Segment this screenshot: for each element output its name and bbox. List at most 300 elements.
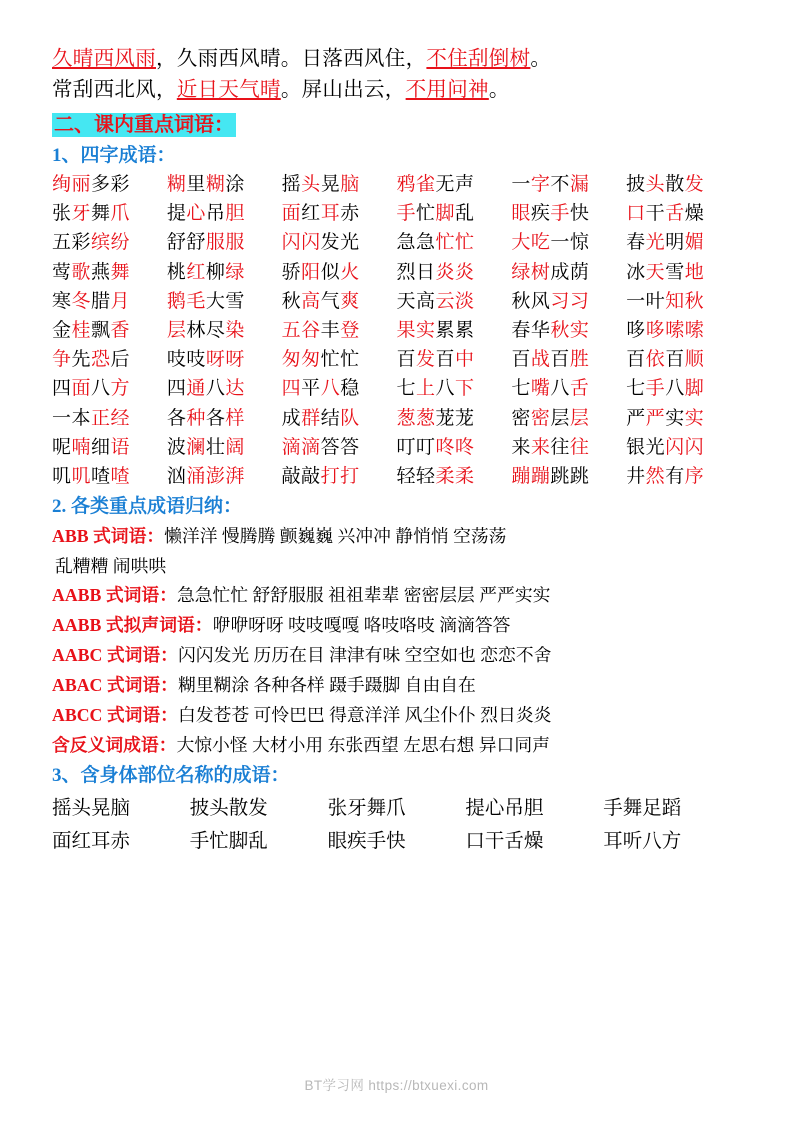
idiom-char-group: 上 [416, 378, 436, 400]
idiom-char-group: 头 [301, 174, 321, 195]
idiom-cell [167, 229, 282, 257]
idiom-char-group: 脚 [435, 203, 456, 225]
idiom-char-group: 手 [550, 203, 570, 225]
idiom-char-group: 舌 [665, 203, 685, 225]
idiom-char-group: 喳 [110, 466, 131, 488]
idiom-cell [52, 171, 167, 199]
idiom-char-group: 头 [645, 174, 666, 195]
body-idiom-cell: 张牙舞爪 [327, 798, 406, 820]
idiom-char-group: 密 [511, 407, 531, 429]
idiom-char-group: 五彩 [52, 232, 92, 254]
idiom-char-group: 鸦雀 [396, 174, 436, 195]
idiom-char-group: 忙忙 [435, 232, 475, 254]
idiom-cell [397, 229, 512, 257]
idiom-char-group: 细 [91, 436, 111, 458]
idiom-cell [167, 434, 282, 462]
idiom-char-group: 一惊 [550, 232, 590, 254]
idiom-char-group: 四 [281, 378, 302, 400]
idiom-char-group: 五谷 [281, 320, 321, 342]
idiom-char-group: 实 [684, 407, 705, 429]
idiom-cell [511, 288, 626, 316]
idiom-char-group: 轻轻 [396, 466, 436, 488]
idiom-char-group: 百 [396, 349, 417, 371]
idiom-char-group: 实 [665, 407, 685, 429]
idiom-char-group: 媚 [684, 232, 705, 254]
idiom-char-group: 摇 [281, 174, 302, 195]
idiom-cell [282, 463, 397, 491]
idiom-char-group: 各 [205, 407, 226, 429]
proverb-1-part-b: ，久雨西风晴。日落西风住， [156, 48, 427, 70]
idiom-cell [511, 200, 626, 228]
idiom-char-group: 语 [110, 436, 131, 458]
proverb-1-part-d: 。 [530, 48, 552, 70]
idiom-char-group: 队 [340, 407, 360, 429]
idiom-cell [52, 375, 167, 403]
idiom-char-group: 舞 [110, 261, 131, 283]
idiom-cell [626, 288, 741, 316]
idiom-char-group: 八 [550, 378, 570, 400]
idiom-char-group: 有 [665, 466, 685, 488]
body-idiom-cell: 披头散发 [189, 798, 268, 820]
idiom-char-group: 蹦蹦 [511, 466, 551, 488]
idiom-char-group: 涌 [186, 466, 206, 488]
idiom-cell [282, 288, 397, 316]
idiom-char-group: 乱 [455, 203, 475, 225]
idiom-char-group: 缤纷 [91, 232, 131, 254]
body-idiom-cell: 手忙脚乱 [189, 831, 268, 853]
idiom-char-group: 桂 [71, 320, 92, 342]
category-row [52, 641, 741, 670]
idiom-cell [511, 463, 626, 491]
idiom-char-group: 冬 [71, 290, 92, 312]
idiom-char-group: 嗦嗦 [665, 320, 705, 342]
idiom-char-group: 达 [225, 378, 245, 400]
idiom-char-group: 发 [684, 174, 705, 195]
proverb-1-part-a: 久晴西风雨 [52, 48, 156, 70]
idiom-char-group: 散 [665, 174, 685, 195]
idiom-cell [397, 346, 512, 374]
idiom-char-group: 涂 [225, 174, 245, 195]
idiom-char-group: 七 [396, 378, 417, 400]
idiom-cell [282, 434, 397, 462]
idiom-char-group: 春 [626, 232, 646, 254]
idiom-char-group: 跳跳 [550, 466, 590, 488]
body-idiom-cell: 面红耳赤 [52, 831, 131, 853]
idiom-cell [52, 434, 167, 462]
idiom-char-group: 秋 [281, 290, 302, 312]
idiom-char-group: 八 [665, 378, 685, 400]
idiom-char-group: 柔柔 [435, 466, 475, 488]
idiom-cell [52, 200, 167, 228]
idiom-char-group: 忙 [416, 203, 436, 225]
idiom-cell [52, 346, 167, 374]
idiom-char-group: 字 [530, 174, 551, 195]
category-row [52, 701, 741, 730]
idiom-char-group: 骄 [281, 261, 302, 283]
idiom-char-group: 歌 [71, 261, 92, 283]
category-row [52, 522, 741, 551]
idiom-cell [167, 317, 282, 345]
proverb-line-2 [52, 75, 741, 106]
idiom-cell [167, 346, 282, 374]
idiom-char-group: 月 [110, 290, 131, 312]
idiom-char-group: 呀呀 [205, 349, 245, 371]
category-label: ABB 式词语： [52, 526, 165, 547]
idiom-cell [52, 259, 167, 287]
idiom-char-group: 金 [52, 320, 72, 342]
idiom-char-group: 叮叮 [396, 436, 436, 458]
proverb-2-part-a: 常刮西北风， [52, 79, 177, 101]
idiom-char-group: 各 [166, 407, 187, 429]
idiom-char-group: 哆 [626, 320, 646, 342]
idiom-char-group: 脑 [340, 174, 360, 195]
idiom-char-group: 敲敲 [281, 466, 321, 488]
idiom-char-group: 果实 [396, 320, 436, 342]
category-label: ABAC 式词语： [52, 675, 178, 696]
idiom-char-group: 桃 [166, 261, 187, 283]
idiom-char-group: 光 [645, 232, 666, 254]
category-list [52, 522, 741, 760]
idiom-char-group: 柳 [205, 261, 226, 283]
idiom-char-group: 结 [320, 407, 341, 429]
idiom-char-group: 稳 [340, 378, 360, 400]
body-idiom-cell: 摇头晃脑 [52, 798, 131, 820]
idiom-char-group: 天 [645, 261, 666, 283]
idiom-char-group: 胆 [225, 203, 245, 225]
category-row [52, 581, 741, 610]
category-label: 含反义词成语： [52, 735, 177, 756]
body-idiom-cell: 手舞足蹈 [603, 798, 682, 820]
footer-watermark: BT学习网 https://btxuexi.com [304, 1078, 489, 1093]
idiom-char-group: 一 [511, 174, 531, 195]
idiom-char-group: 群 [301, 407, 321, 429]
idiom-char-group: 红 [301, 203, 321, 225]
idiom-char-group: 面 [71, 378, 92, 400]
idiom-char-group: 赤 [340, 203, 360, 225]
idiom-char-group: 顺 [684, 349, 705, 371]
idiom-char-group: 波 [166, 436, 187, 458]
idiom-cell [52, 229, 167, 257]
idiom-char-group: 丰 [320, 320, 341, 342]
idiom-cell [511, 405, 626, 433]
idiom-cell [282, 405, 397, 433]
idiom-cell [282, 375, 397, 403]
idiom-char-group: 披 [626, 174, 646, 195]
idiom-char-group: 澎湃 [205, 466, 245, 488]
idiom-char-group: 爪 [110, 203, 131, 225]
idiom-char-group: 百 [511, 349, 531, 371]
proverb-2-part-b: 近日天气晴 [176, 79, 281, 101]
idiom-char-group: 八 [91, 378, 111, 400]
category-row [52, 611, 741, 640]
idiom-char-group: 茏茏 [435, 407, 475, 429]
idiom-cell [626, 405, 741, 433]
idiom-cell [511, 259, 626, 287]
category-label: ABCC 式词语： [52, 705, 178, 726]
idiom-cell [167, 463, 282, 491]
idiom-char-group: 气 [320, 290, 341, 312]
idiom-char-group: 银光 [626, 436, 666, 458]
idiom-char-group: 阳 [301, 261, 321, 283]
idiom-char-group: 雪 [665, 261, 685, 283]
idiom-cell [282, 259, 397, 287]
idiom-char-group: 舌 [569, 378, 590, 400]
idiom-char-group: 习习 [550, 290, 590, 312]
idiom-char-group: 然 [645, 466, 666, 488]
idiom-cell [626, 434, 741, 462]
idiom-char-group: 秋实 [550, 320, 590, 342]
idiom-char-group: 燥 [684, 203, 705, 225]
idiom-char-group: 百 [665, 349, 685, 371]
idiom-char-group: 忙忙 [320, 349, 360, 371]
idiom-cell [626, 375, 741, 403]
idiom-char-group: 胜 [569, 349, 590, 371]
body-idiom-cell: 眼疾手快 [327, 831, 406, 853]
idiom-char-group: 通 [186, 378, 206, 400]
idiom-cell [511, 317, 626, 345]
idiom-char-group: 呢 [52, 436, 72, 458]
idiom-char-group: 莺 [52, 261, 72, 283]
idiom-char-group: 干 [645, 203, 666, 225]
idiom-char-group: 往 [550, 436, 570, 458]
idiom-char-group: 地 [684, 261, 705, 283]
idiom-char-group: 往 [569, 436, 590, 458]
idiom-char-group: 叽 [52, 466, 72, 488]
idiom-cell [626, 229, 741, 257]
proverb-2-part-d: 不用问神 [405, 79, 489, 101]
idiom-cell [626, 317, 741, 345]
idiom-cell [282, 317, 397, 345]
idiom-cell [397, 259, 512, 287]
idiom-char-group: 哆 [645, 320, 666, 342]
idiom-char-group: 冰 [626, 261, 646, 283]
idiom-char-group: 飘 [91, 320, 111, 342]
idiom-char-group: 面 [281, 203, 302, 225]
idiom-char-group: 来 [511, 436, 531, 458]
idiom-char-group: 糊 [166, 174, 187, 195]
idiom-cell [397, 405, 512, 433]
idiom-cell [397, 463, 512, 491]
section-heading-text: 二、课内重点词语： [54, 114, 234, 136]
idiom-cell [167, 171, 282, 199]
idiom-char-group: 层 [166, 320, 187, 342]
idiom-cell [626, 463, 741, 491]
body-idiom-cell: 口干舌燥 [465, 831, 544, 853]
idiom-cell [167, 288, 282, 316]
idiom-cell [511, 229, 626, 257]
idiom-char-group: 红 [186, 261, 206, 283]
category-items: 大惊小怪 大材小用 东张西望 左思右想 异口同声 [176, 735, 550, 756]
idiom-char-group: 发光 [320, 232, 360, 254]
idiom-char-group: 阔 [225, 436, 245, 458]
idiom-char-group: 恐 [91, 349, 111, 371]
idiom-char-group: 绿树 [511, 261, 551, 283]
idiom-char-group: 下 [455, 378, 475, 400]
idiom-char-group: 心 [186, 203, 206, 225]
idiom-char-group: 明 [665, 232, 685, 254]
category-items: 白发苍苍 可怜巴巴 得意洋洋 风尘仆仆 烈日炎炎 [177, 705, 552, 726]
proverb-2-part-c: 。屏山出云， [280, 79, 406, 101]
idiom-char-group: 手 [396, 203, 417, 225]
idiom-char-group: 手 [645, 378, 666, 400]
idiom-char-group: 口 [626, 203, 646, 225]
idiom-char-group: 一叶 [626, 290, 666, 312]
category-items: 糊里糊涂 各种各样 蹑手蹑脚 自由自在 [177, 675, 476, 696]
idiom-char-group: 牙 [71, 203, 92, 225]
category-items: 咿咿呀呀 吱吱嘎嘎 咯吱咯吱 滴滴答答 [212, 615, 511, 636]
idiom-char-group: 腊 [91, 290, 111, 312]
idiom-char-group: 严 [626, 407, 646, 429]
proverb-line-1 [52, 44, 741, 75]
category-label: AABB 式拟声词语： [52, 615, 213, 636]
idiom-char-group: 无声 [435, 174, 475, 195]
idiom-char-group: 答答 [320, 436, 360, 458]
idiom-cell [167, 405, 282, 433]
idiom-char-group: 知秋 [665, 290, 705, 312]
idiom-char-group: 高 [301, 290, 321, 312]
idiom-cell [52, 405, 167, 433]
idiom-char-group: 漏 [569, 174, 590, 195]
idiom-char-group: 春华 [511, 320, 551, 342]
idiom-char-group: 眼 [511, 203, 531, 225]
idiom-char-group: 澜 [186, 436, 206, 458]
subheading-four-char-idioms: 1、四字成语： [52, 145, 176, 166]
idiom-char-group: 鹅毛 [166, 290, 206, 312]
body-idiom-grid [52, 792, 741, 858]
idiom-char-group: 脚 [684, 378, 705, 400]
idiom-char-group: 累累 [435, 320, 475, 342]
idiom-char-group: 绿 [225, 261, 245, 283]
idiom-char-group: 大雪 [205, 290, 245, 312]
idiom-grid [52, 171, 741, 491]
idiom-cell [626, 200, 741, 228]
idiom-char-group: 疾 [530, 203, 551, 225]
idiom-char-group: 咚咚 [435, 436, 475, 458]
proverb-1-part-c: 不住刮倒树 [426, 48, 531, 70]
idiom-char-group: 寒 [52, 290, 72, 312]
proverb-2-part-e: 。 [488, 79, 510, 101]
idiom-char-group: 提 [166, 203, 187, 225]
idiom-cell [626, 171, 741, 199]
idiom-cell [397, 434, 512, 462]
idiom-char-group: 八 [205, 378, 226, 400]
idiom-char-group: 打打 [320, 466, 360, 488]
idiom-char-group: 依 [645, 349, 666, 371]
idiom-cell [282, 346, 397, 374]
idiom-char-group: 急急 [396, 232, 436, 254]
idiom-char-group: 正经 [91, 407, 131, 429]
idiom-char-group: 云淡 [435, 290, 475, 312]
category-items: 懒洋洋 慢腾腾 颤巍巍 兴冲冲 静悄悄 空荡荡 [164, 526, 507, 547]
idiom-char-group: 四 [166, 378, 187, 400]
idiom-char-group: 吱吱 [166, 349, 206, 371]
idiom-cell [282, 229, 397, 257]
idiom-char-group: 香 [110, 320, 131, 342]
idiom-cell [397, 375, 512, 403]
idiom-char-group: 里 [186, 174, 206, 195]
category-items-continued: 乱糟糟 闹哄哄 [55, 556, 167, 577]
idiom-char-group: 似 [320, 261, 341, 283]
idiom-char-group: 喳 [91, 466, 111, 488]
idiom-char-group: 百 [435, 349, 456, 371]
idiom-char-group: 多彩 [91, 174, 131, 195]
idiom-char-group: 林尽 [186, 320, 226, 342]
idiom-char-group: 成荫 [550, 261, 590, 283]
idiom-cell [282, 200, 397, 228]
idiom-char-group: 先 [71, 349, 92, 371]
idiom-cell [511, 375, 626, 403]
idiom-char-group: 层 [569, 407, 590, 429]
idiom-char-group: 快 [569, 203, 590, 225]
idiom-cell [397, 171, 512, 199]
idiom-char-group: 争 [52, 349, 72, 371]
idiom-char-group: 来 [530, 436, 551, 458]
idiom-char-group: 密 [530, 407, 551, 429]
idiom-char-group: 喃 [71, 436, 92, 458]
idiom-cell [397, 200, 512, 228]
idiom-char-group: 燕 [91, 261, 111, 283]
category-row [52, 731, 741, 760]
idiom-char-group: 糊 [205, 174, 226, 195]
idiom-cell [167, 200, 282, 228]
idiom-cell [167, 375, 282, 403]
idiom-char-group: 严 [645, 407, 666, 429]
category-items: 急急忙忙 舒舒服服 祖祖辈辈 密密层层 严严实实 [176, 585, 551, 606]
idiom-char-group: 层 [550, 407, 570, 429]
idiom-char-group: 耳 [320, 203, 341, 225]
idiom-char-group: 汹 [166, 466, 187, 488]
idiom-char-group: 平 [301, 378, 321, 400]
idiom-char-group: 中 [455, 349, 475, 371]
idiom-char-group: 烈日 [396, 261, 436, 283]
idiom-char-group: 壮 [205, 436, 226, 458]
idiom-cell [52, 317, 167, 345]
idiom-char-group: 匆匆 [281, 349, 321, 371]
idiom-char-group: 八 [320, 378, 341, 400]
idiom-char-group: 滴滴 [281, 436, 321, 458]
idiom-char-group: 方 [110, 378, 131, 400]
idiom-char-group: 种 [186, 407, 206, 429]
idiom-char-group: 天高 [396, 290, 436, 312]
idiom-char-group: 葱葱 [396, 407, 436, 429]
idiom-char-group: 一本 [52, 407, 92, 429]
idiom-cell [167, 259, 282, 287]
idiom-char-group: 百 [626, 349, 646, 371]
idiom-char-group: 服服 [205, 232, 245, 254]
idiom-cell [511, 346, 626, 374]
subheading-body-part-idioms: 3、含身体部位名称的成语： [52, 765, 290, 787]
category-label: AABB 式词语： [52, 585, 177, 606]
idiom-char-group: 大吃 [511, 232, 551, 254]
idiom-char-group: 秋风 [511, 290, 551, 312]
idiom-cell [282, 171, 397, 199]
section-heading [52, 111, 741, 139]
idiom-cell [626, 346, 741, 374]
idiom-char-group: 战 [530, 349, 551, 371]
idiom-cell [511, 434, 626, 462]
idiom-cell [52, 463, 167, 491]
idiom-char-group: 四 [52, 378, 72, 400]
idiom-cell [397, 288, 512, 316]
category-items: 闪闪发光 历历在目 津津有味 空空如也 恋恋不舍 [177, 645, 552, 666]
category-row [52, 671, 741, 700]
idiom-cell [511, 171, 626, 199]
idiom-char-group: 后 [110, 349, 131, 371]
idiom-char-group: 晃 [320, 174, 341, 195]
idiom-char-group: 登 [340, 320, 360, 342]
idiom-char-group: 闪闪 [665, 436, 705, 458]
idiom-char-group: 闪闪 [281, 232, 321, 254]
